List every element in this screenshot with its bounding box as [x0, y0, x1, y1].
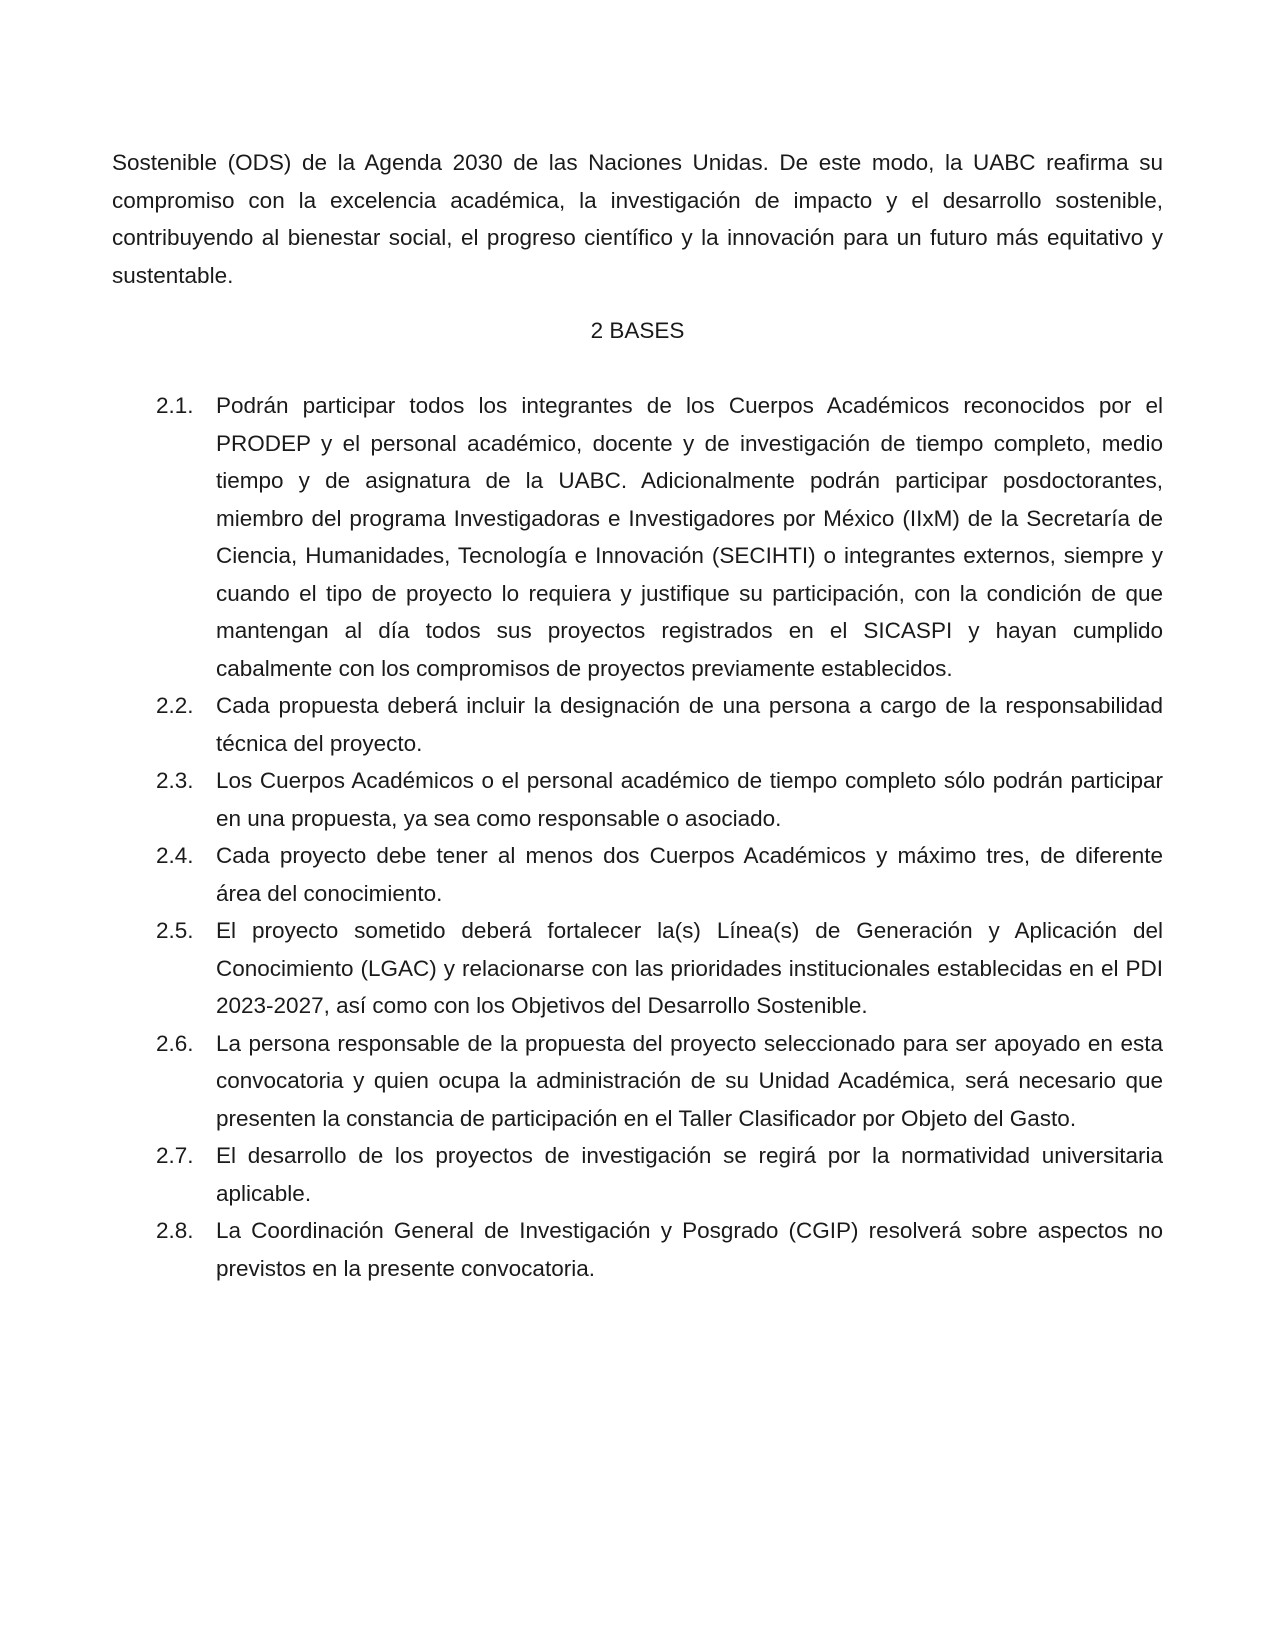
- base-number: 2.3.: [156, 768, 194, 793]
- base-text: El proyecto sometido deberá fortalecer la(s) Línea(s) de Generación y Aplicación del Conocimiento (LGAC) y relacionarse con las prioridades institucionales establecidas en el PDI 2023-2027, así como con los Objetivos del Desarrollo Sostenible.: [216, 918, 1163, 1018]
- base-text: Los Cuerpos Académicos o el personal académico de tiempo completo sólo podrán participar en una propuesta, ya sea como responsable o asociado.: [216, 768, 1163, 831]
- base-item-2-1: [112, 387, 1163, 687]
- base-number: 2.5.: [156, 918, 194, 943]
- base-number: 2.2.: [156, 693, 194, 718]
- base-number: 2.6.: [156, 1030, 194, 1056]
- base-text: Cada proyecto debe tener al menos dos Cuerpos Académicos y máximo tres, de diferente área del conocimiento.: [216, 843, 1163, 906]
- base-text: El desarrollo de los proyectos de investigación se regirá por la normatividad universitaria aplicable.: [216, 1143, 1163, 1206]
- base-text: La Coordinación General de Investigación y Posgrado (CGIP) resolverá sobre aspectos no previstos en la presente convocatoria.: [216, 1218, 1163, 1281]
- base-number: 2.4.: [156, 843, 194, 868]
- base-text: La persona responsable de la propuesta del proyecto seleccionado para ser apoyado en esta convocatoria y quien ocupa la administración de su Unidad Académica, será necesario que presenten la constancia de participación en el Taller Clasificador por Objeto del Gasto.: [216, 1030, 1163, 1131]
- base-item-2-4: [112, 837, 1163, 912]
- base-number: 2.1.: [156, 393, 194, 418]
- base-item-2-6: [112, 1025, 1163, 1138]
- document-page: [112, 144, 1163, 1287]
- section-title: 2 BASES: [590, 318, 685, 343]
- base-item-2-3: [112, 762, 1163, 837]
- base-item-2-5: [112, 912, 1163, 1025]
- base-text: Cada propuesta deberá incluir la designación de una persona a cargo de la responsabilidad técnica del proyecto.: [216, 693, 1163, 756]
- intro-paragraph: Sostenible (ODS) de la Agenda 2030 de las Naciones Unidas. De este modo, la UABC reafirma su compromiso con la excelencia académica, la investigación de impacto y el desarrollo sostenible, contribuyendo al bienestar social, el progreso científico y la innovación para un futuro más equitativo y sustentable.: [112, 150, 1163, 288]
- base-item-2-7: [112, 1137, 1163, 1212]
- base-number: 2.7.: [156, 1143, 194, 1168]
- base-item-2-8: [112, 1212, 1163, 1287]
- base-text: Podrán participar todos los integrantes de los Cuerpos Académicos reconocidos por el PRODEP y el personal académico, docente y de investigación de tiempo completo, medio tiempo y de asignatura de la UABC. Adicionalmente podrán participar posdoctorantes, miembro del programa Investigadoras e Investigadores por México (IIxM) de la Secretaría de Ciencia, Humanidades, Tecnología e Innovación (SECIHTI) o integrantes externos, siempre y cuando el tipo de proyecto lo requiera y justifique su participación, con la condición de que mantengan al día todos sus proyectos registrados en el SICASPI y hayan cumplido cabalmente con los compromisos de proyectos previamente establecidos.: [216, 393, 1163, 681]
- base-number: 2.8.: [156, 1218, 194, 1243]
- bases-list: [112, 387, 1163, 1287]
- base-item-2-2: [112, 687, 1163, 762]
